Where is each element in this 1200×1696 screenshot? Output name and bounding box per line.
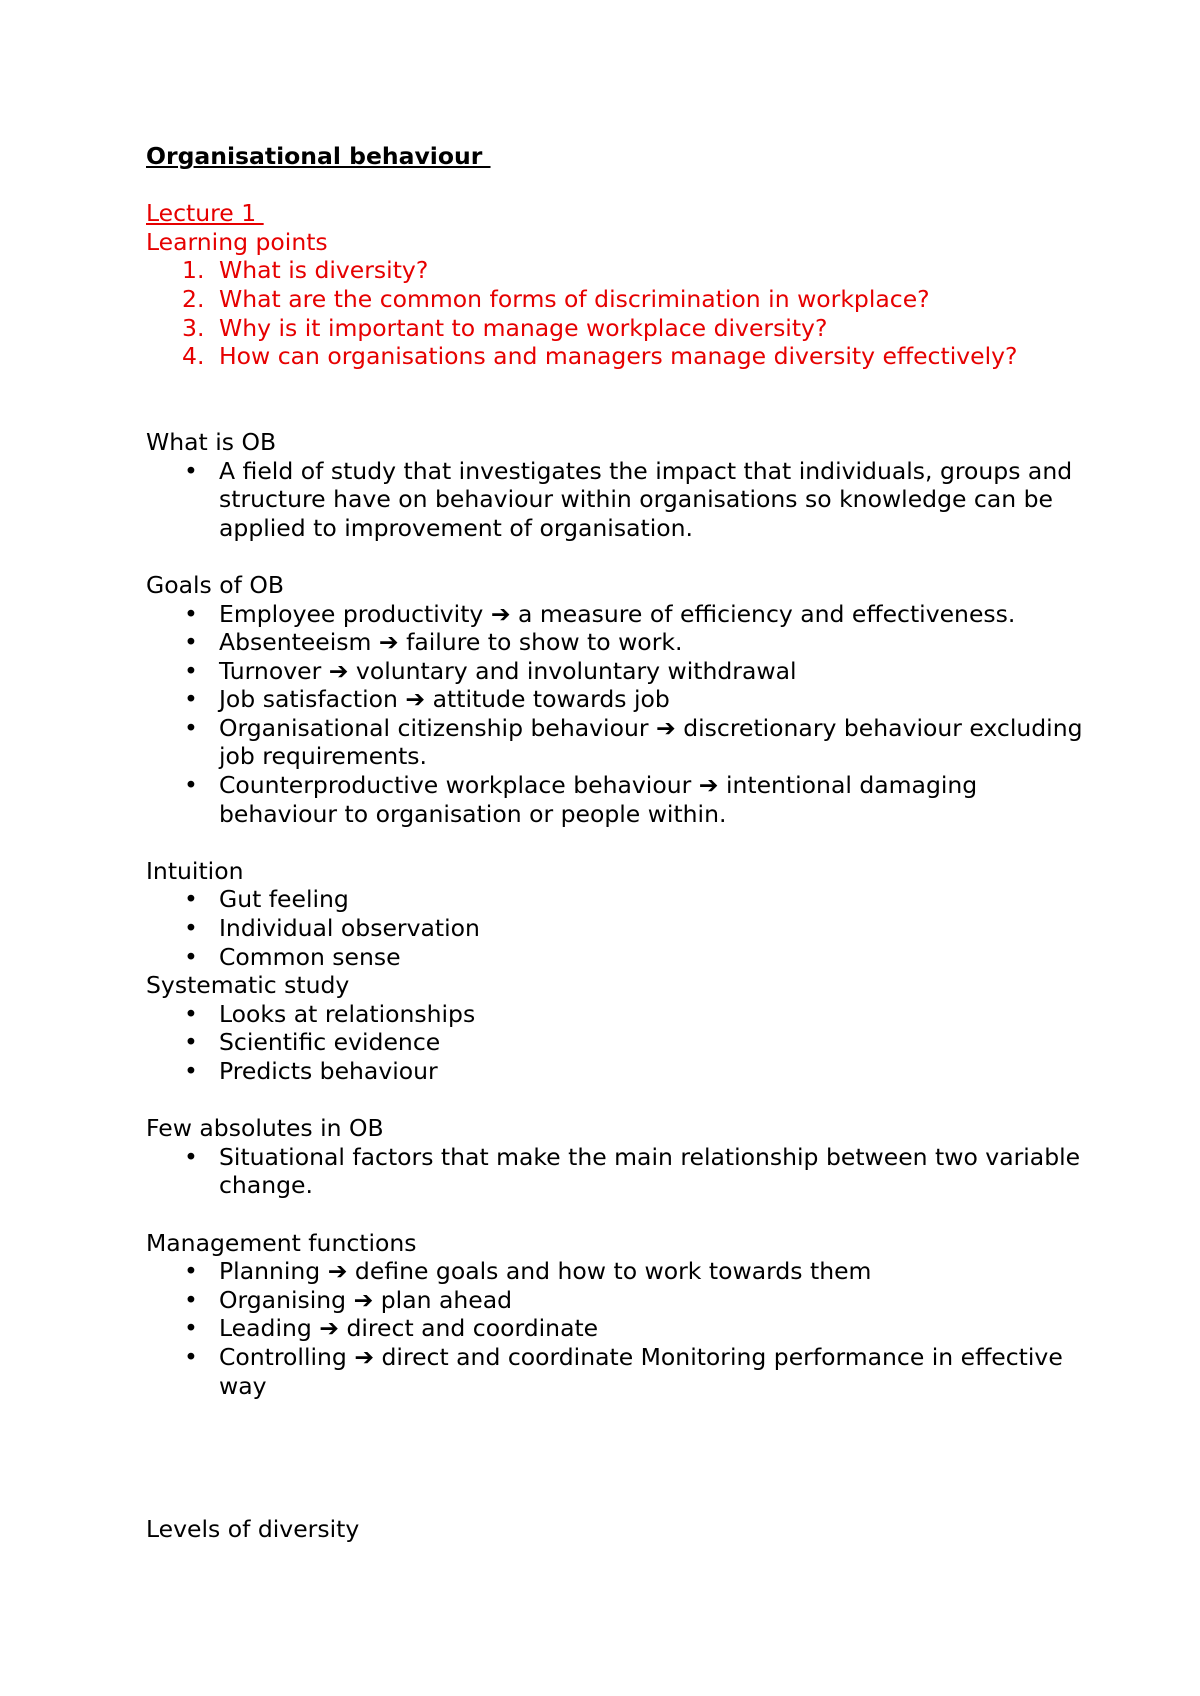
function-desc: define goals and how to work towards them: [354, 1257, 872, 1286]
goal-term: Turnover: [219, 656, 322, 685]
list-item: [146, 1343, 1086, 1400]
list-item: [146, 600, 1086, 629]
list-item-text: Common sense: [219, 942, 401, 971]
list-number: 3.: [182, 313, 205, 342]
goal-term: Counterproductive workplace behaviour: [219, 771, 692, 800]
bullet-icon: •: [184, 1142, 198, 1171]
arrow-icon: ➔: [490, 599, 511, 628]
list-item: [146, 1057, 1086, 1086]
what-is-ob-heading: What is OB: [146, 427, 277, 456]
document-page: [146, 142, 1086, 1543]
goal-desc: discretionary behaviour excluding job requirements.: [219, 713, 1083, 771]
systematic-study-heading: Systematic study: [146, 971, 350, 1000]
learning-point-text: What are the common forms of discrimination in workplace?: [219, 284, 930, 313]
bullet-icon: •: [184, 885, 198, 914]
goal-term: Organisational citizenship behaviour: [219, 713, 649, 742]
bullet-icon: •: [184, 1257, 198, 1286]
levels-of-diversity-heading: Levels of diversity: [146, 1514, 360, 1543]
learning-point-item: [146, 285, 1086, 314]
list-item-text: Situational factors that make the main relationship between two variable change.: [219, 1142, 1081, 1200]
function-desc: plan ahead: [380, 1285, 513, 1314]
arrow-icon: ➔: [319, 1314, 339, 1343]
bullet-icon: •: [184, 456, 198, 485]
arrow-icon: ➔: [405, 685, 426, 714]
list-item-text: Gut feeling: [219, 885, 349, 914]
list-item: [146, 657, 1086, 686]
management-functions-heading: Management functions: [146, 1228, 417, 1257]
goal-term: Absenteeism: [219, 628, 372, 657]
arrow-icon: ➔: [378, 628, 399, 657]
learning-points-heading: Learning points: [146, 227, 328, 256]
list-item: [146, 714, 1086, 771]
list-item: [146, 914, 1086, 943]
bullet-icon: •: [184, 713, 198, 742]
bullet-icon: •: [184, 628, 198, 657]
function-term: Organising: [219, 1285, 347, 1314]
arrow-icon: ➔: [354, 1342, 375, 1371]
learning-point-item: [146, 256, 1086, 285]
list-item-text: Looks at relationships: [219, 999, 476, 1028]
list-item: [146, 1143, 1086, 1200]
function-desc: direct and coordinate Monitoring performance in effective way: [219, 1342, 1063, 1400]
list-item: [146, 1028, 1086, 1057]
bullet-icon: •: [184, 1285, 198, 1314]
learning-point-text: What is diversity?: [219, 256, 429, 285]
list-item: [146, 943, 1086, 972]
goal-desc: failure to show to work.: [406, 628, 683, 657]
goal-desc: voluntary and involuntary withdrawal: [355, 656, 797, 685]
intuition-heading: Intuition: [146, 856, 244, 885]
list-item: [146, 1314, 1086, 1343]
learning-point-item: [146, 314, 1086, 343]
systematic-study-list: [146, 1000, 1086, 1086]
list-item-text: Scientific evidence: [219, 1028, 441, 1057]
list-item: [146, 1000, 1086, 1029]
list-item-text: Individual observation: [219, 914, 480, 943]
learning-points-list: [146, 256, 1086, 370]
few-absolutes-list: [146, 1143, 1086, 1200]
bullet-icon: •: [184, 656, 198, 685]
list-number: 4.: [182, 342, 205, 371]
function-term: Controlling: [219, 1342, 347, 1371]
list-item: [146, 685, 1086, 714]
list-item: [146, 1257, 1086, 1286]
goals-of-ob-heading: Goals of OB: [146, 570, 284, 599]
what-is-ob-list: [146, 457, 1086, 543]
function-desc: direct and coordinate: [346, 1314, 599, 1343]
arrow-icon: ➔: [353, 1285, 374, 1314]
arrow-icon: ➔: [327, 1257, 348, 1286]
arrow-icon: ➔: [656, 713, 676, 742]
goal-desc: intentional damaging behaviour to organisation or people within.: [219, 771, 978, 828]
list-item: [146, 885, 1086, 914]
learning-point-text: Why is it important to manage workplace diversity?: [219, 313, 828, 342]
goal-desc: a measure of efficiency and effectiveness.: [518, 599, 1016, 628]
goals-of-ob-list: [146, 600, 1086, 829]
list-item: [146, 457, 1086, 543]
list-item-text: A field of study that investigates the impact that individuals, groups and structure have on behaviour within organisations so knowledge can be applied to improvement of organisation.: [219, 456, 1073, 542]
learning-point-item: [146, 342, 1086, 371]
list-item: [146, 628, 1086, 657]
arrow-icon: ➔: [698, 771, 719, 800]
list-item: [146, 771, 1086, 828]
function-term: Leading: [219, 1314, 312, 1343]
bullet-icon: •: [184, 1314, 198, 1343]
goal-term: Job satisfaction: [219, 685, 398, 714]
few-absolutes-heading: Few absolutes in OB: [146, 1114, 384, 1143]
bullet-icon: •: [184, 1342, 198, 1371]
bullet-icon: •: [184, 914, 198, 943]
bullet-icon: •: [184, 999, 198, 1028]
list-item-text: Predicts behaviour: [219, 1057, 438, 1085]
lecture-heading: Lecture 1: [146, 199, 264, 228]
bullet-icon: •: [184, 942, 198, 971]
list-number: 2.: [182, 284, 205, 313]
bullet-icon: •: [184, 1028, 198, 1057]
bullet-icon: •: [184, 599, 198, 628]
document-title: Organisational behaviour: [146, 142, 491, 170]
management-functions-list: [146, 1257, 1086, 1400]
goal-desc: attitude towards job: [432, 685, 670, 714]
function-term: Planning: [219, 1257, 321, 1286]
intuition-list: [146, 885, 1086, 971]
bullet-icon: •: [184, 685, 198, 714]
list-item: [146, 1286, 1086, 1315]
bullet-icon: •: [184, 771, 198, 800]
learning-point-text: How can organisations and managers manage diversity effectively?: [219, 342, 1018, 371]
bullet-icon: •: [184, 1057, 198, 1085]
list-number: 1.: [182, 256, 205, 285]
arrow-icon: ➔: [328, 656, 349, 685]
goal-term: Employee productivity: [219, 599, 484, 628]
